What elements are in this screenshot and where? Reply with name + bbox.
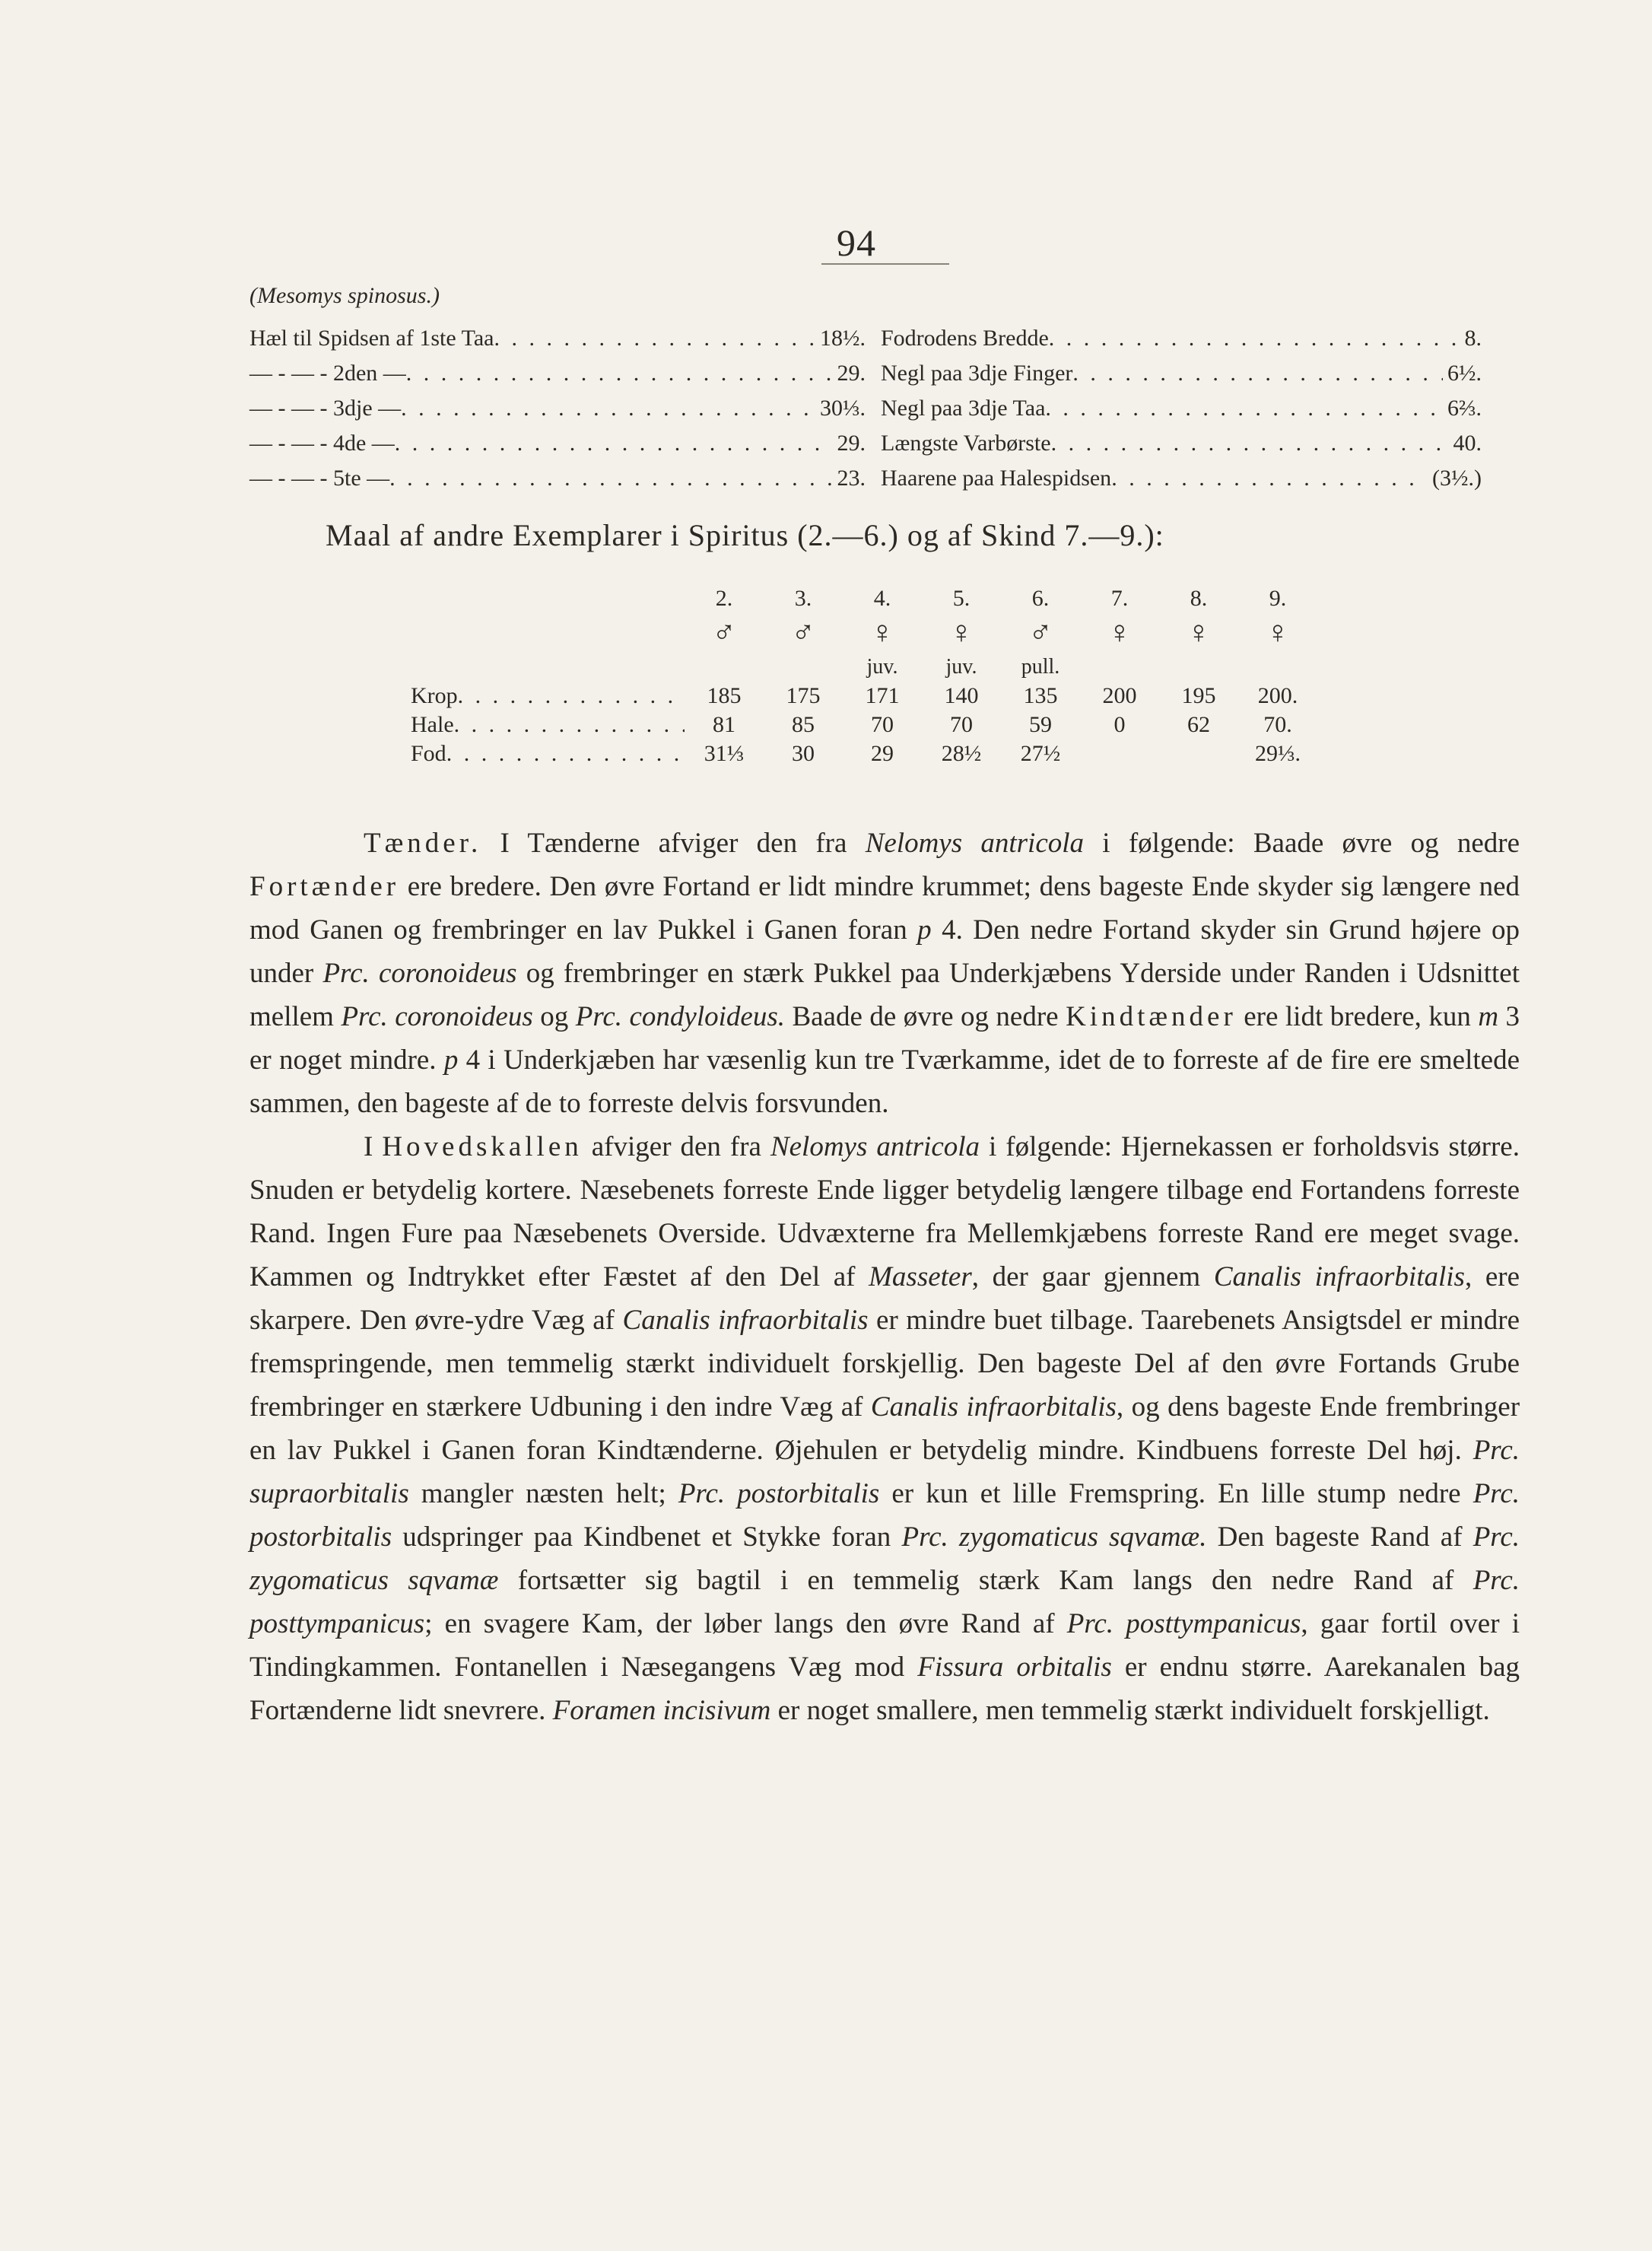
measurement-row: [249, 321, 1482, 356]
measurement-value: 6½.: [1447, 361, 1482, 386]
table-cell: 171: [865, 683, 900, 708]
measurement-label: — - — - 4de —: [249, 431, 395, 456]
paragraph-skull: I Hovedskallen afviger den fra Nelomys antricola i følgende: Hjernekassen er forholdsvis større. Snuden er betydelig kortere. Næsebenets forreste Ende ligger betydelig længere tilbage end Fortandens forreste Rand. Ingen Fure paa Næsebenets Overside. Udvæxterne fra Mellemkjæbens forreste Rand ere meget svage. Kammen og Indtrykket efter Fæstet af den Del af Masseter, der gaar gjennem Canalis infraorbitalis, ere skarpere. Den øvre-ydre Væg af Canalis infraorbitalis er mindre buet tilbage. Taarebenets Ansigtsdel er mindre fremspringende, men temmelig stærkt individuelt forskjellig. Den bageste Del af den øvre Fortands Grube frembringer en stærkere Udbuning i den indre Væg af Canalis infraorbitalis, og dens bageste Ende frembringer en lav Pukkel i Ganen foran Kindtænderne. Øjehulen er betydelig mindre. Kindbuens forreste Del høj. Prc. supraorbitalis mangler næsten helt; Prc. postorbitalis er kun et lille Fremspring. En lille stump nedre Prc. postorbitalis udspringer paa Kindbenet et Stykke foran Prc. zygomaticus sqvamæ. Den bageste Rand af Prc. zygomaticus sqvamæ fortsætter sig bagtil i en temmelig stærk Kam langs den nedre Rand af Prc. posttympanicus; en svagere Kam, der løber langs den øvre Rand af Prc. posttympanicus, gaar fortil over i Tindingkammen. Fontanellen i Næsegangens Væg mod Fissura orbitalis er endnu større. Aarekanalen bag Fortænderne lidt snevrere. Foramen incisivum er noget smallere, men temmelig stærkt individuelt forskjelligt.: [249, 1131, 1520, 1726]
sex-symbol: ♂: [712, 615, 736, 650]
sex-symbol: ♂: [791, 615, 815, 650]
table-cell: 200: [1102, 683, 1137, 708]
specimen-number: 6.: [1031, 586, 1050, 611]
page-number: 94: [837, 221, 876, 264]
specimen-number: 9.: [1269, 586, 1287, 611]
measurement-value: 18½.: [820, 326, 866, 351]
specimen-table: [411, 584, 1317, 768]
age-label: pull.: [1021, 655, 1060, 679]
specimen-number: 7.: [1110, 586, 1129, 611]
measurement-value: 30⅓.: [820, 396, 866, 421]
specimen-sex-row: [411, 613, 1317, 653]
measurement-value: 6⅔.: [1447, 396, 1482, 421]
measurement-label: Haarene paa Halespidsen: [881, 466, 1112, 491]
age-label: juv.: [866, 655, 898, 679]
paragraph-teeth: Tænder. I Tænderne afviger den fra Nelomys antricola i følgende: Baade øvre og nedre Fortænder ere bredere. Den øvre Fortand er lidt mindre krummet; dens bageste Ende skyder sig længere ned mod Ganen og frembringer en lav Pukkel i Ganen foran p 4. Den nedre Fortand skyder sin Grund højere op under Prc. coronoideus og frembringer en stærk Pukkel paa Underkjæbens Yderside under Randen i Udsnittet mellem Prc. coronoideus og Prc. condyloideus. Baade de øvre og nedre Kindtænder ere lidt bredere, kun m 3 er noget mindre. p 4 i Underkjæben har væsenlig kun tre Tværkamme, idet de to forreste af de fire ere smeltede sammen, den bageste af de to forreste delvis forsvunden.: [249, 828, 1520, 1119]
specimen-age-row: [411, 653, 1317, 682]
table-cell: 175: [786, 683, 821, 708]
measurement-label: Hæl til Spidsen af 1ste Taa: [249, 326, 494, 351]
table-cell: 27½: [1020, 741, 1061, 766]
specimen-number: 8.: [1190, 586, 1208, 611]
sex-symbol: ♀: [1187, 615, 1211, 650]
table-cell: 0: [1114, 712, 1126, 737]
sex-symbol: ♀: [870, 615, 894, 650]
sex-symbol: ♀: [949, 615, 974, 650]
measurement-value: (3½.): [1432, 466, 1482, 491]
table-cell: 195: [1181, 683, 1216, 708]
table-cell: 185: [707, 683, 742, 708]
specimen-number: 2.: [715, 586, 733, 611]
body-text: [249, 822, 1520, 1732]
sex-symbol: ♀: [1266, 615, 1290, 650]
specimen-data-row: [411, 739, 1317, 768]
table-cell: 59: [1029, 712, 1052, 737]
measurement-row: [249, 426, 1482, 461]
measurement-label: — - — - 2den —: [249, 361, 406, 386]
table-cell: 70: [950, 712, 973, 737]
specimen-number: 4.: [873, 586, 891, 611]
specimen-number: 3.: [794, 586, 812, 611]
row-label: Krop: [411, 683, 458, 708]
measurement-value: 8.: [1464, 326, 1482, 351]
measurement-label: Fodrodens Bredde: [881, 326, 1049, 351]
table-cell: 85: [792, 712, 815, 737]
specimen-number-row: [411, 584, 1317, 613]
table-cell: 28½: [941, 741, 982, 766]
specimen-data-row: [411, 711, 1317, 739]
page-number-rule: [821, 263, 949, 265]
table-cell: 140: [944, 683, 979, 708]
sex-symbol: ♂: [1028, 615, 1053, 650]
measurement-value: 29.: [837, 431, 866, 456]
measurement-label: — - — - 5te —: [249, 466, 390, 491]
measurement-row: [249, 356, 1482, 391]
table-cell: 29: [871, 741, 894, 766]
measurement-label: Negl paa 3dje Taa: [881, 396, 1046, 421]
row-label: Fod: [411, 741, 446, 766]
measurement-value: 23.: [837, 466, 866, 491]
table-cell: 31⅓: [704, 741, 745, 766]
section-heading: Maal af andre Exemplarer i Spiritus (2.—6.) og af Skind 7.—9.):: [326, 518, 1164, 552]
measurement-row: [249, 461, 1482, 496]
measurement-list: [249, 321, 1482, 496]
table-cell: 70: [871, 712, 894, 737]
measurement-label: — - — - 3dje —: [249, 396, 402, 421]
table-cell: 29⅓.: [1255, 741, 1301, 766]
species-label: (Mesomys spinosus.): [249, 283, 440, 308]
age-label: juv.: [945, 655, 977, 679]
measurement-label: Længste Varbørste: [881, 431, 1051, 456]
table-cell: 81: [713, 712, 735, 737]
table-cell: 200.: [1257, 683, 1298, 708]
table-cell: 30: [792, 741, 815, 766]
measurement-label: Negl paa 3dje Finger: [881, 361, 1073, 386]
measurement-value: 40.: [1453, 431, 1482, 456]
measurement-value: 29.: [837, 361, 866, 386]
table-cell: 70.: [1263, 712, 1292, 737]
specimen-number: 5.: [952, 586, 971, 611]
row-label: Hale: [411, 712, 454, 737]
measurement-row: [249, 391, 1482, 426]
sex-symbol: ♀: [1107, 615, 1132, 650]
specimen-data-row: [411, 682, 1317, 711]
table-cell: 62: [1187, 712, 1210, 737]
table-cell: 135: [1023, 683, 1058, 708]
